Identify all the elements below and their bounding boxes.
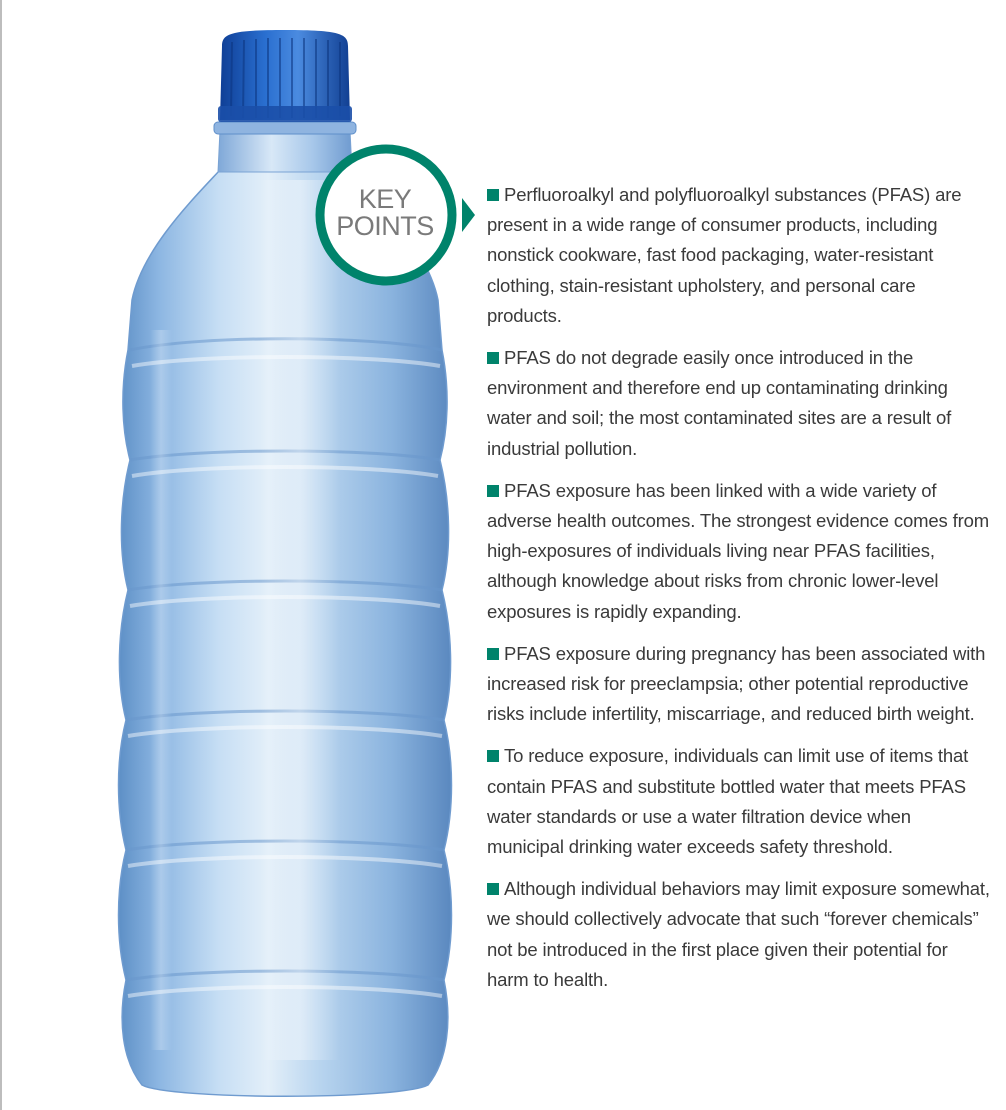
key-point-3 <box>487 476 992 627</box>
key-point-6-text: Although individual behaviors may limit exposure somewhat, we should collectively advocate that such “forever chemicals” not be introduced in the first place given their potential for harm to health. <box>487 878 990 990</box>
square-bullet-icon <box>487 883 499 895</box>
square-bullet-icon <box>487 750 499 762</box>
key-points-title-line1: KEY <box>358 184 412 214</box>
key-point-5-text: To reduce exposure, individuals can limit use of items that contain PFAS and substitute bottled water that meets PFAS water standards or use a water filtration device when municipal drinking water exceeds safety threshold. <box>487 745 969 858</box>
key-point-1-text: Perfluoroalkyl and polyfluoroalkyl substances (PFAS) are present in a wide range of consumer products, including nonstick cookware, fast food packaging, water-resistant clothing, stain-resistant upholstery, and personal care products. <box>487 184 962 326</box>
key-points-title-line2: POINTS <box>336 211 434 241</box>
key-point-4-text: PFAS exposure during pregnancy has been associated with increased risk for preeclampsia; other potential reproductive risks include infertility, miscarriage, and reduced birth weight. <box>487 642 986 725</box>
key-point-2-text: PFAS do not degrade easily once introduced in the environment and therefore end up contaminating drinking water and soil; the most contaminated sites are a result of industrial pollution. <box>487 347 952 459</box>
key-point-5 <box>487 741 992 862</box>
key-point-1 <box>487 180 992 331</box>
key-points-list <box>487 180 992 1007</box>
key-point-6 <box>487 874 992 995</box>
key-point-4 <box>487 639 992 730</box>
square-bullet-icon <box>487 485 499 497</box>
key-point-3-text: PFAS exposure has been linked with a wide variety of adverse health outcomes. The strongest evidence comes from high-exposures of individuals living near PFAS facilities, although knowledge about risks from chronic lower-level exposures is rapidly expanding. <box>487 479 990 622</box>
key-points-title <box>323 186 447 240</box>
page-border-rule <box>0 0 2 1110</box>
square-bullet-icon <box>487 352 499 364</box>
square-bullet-icon <box>487 189 499 201</box>
square-bullet-icon <box>487 648 499 660</box>
key-point-2 <box>487 343 992 464</box>
